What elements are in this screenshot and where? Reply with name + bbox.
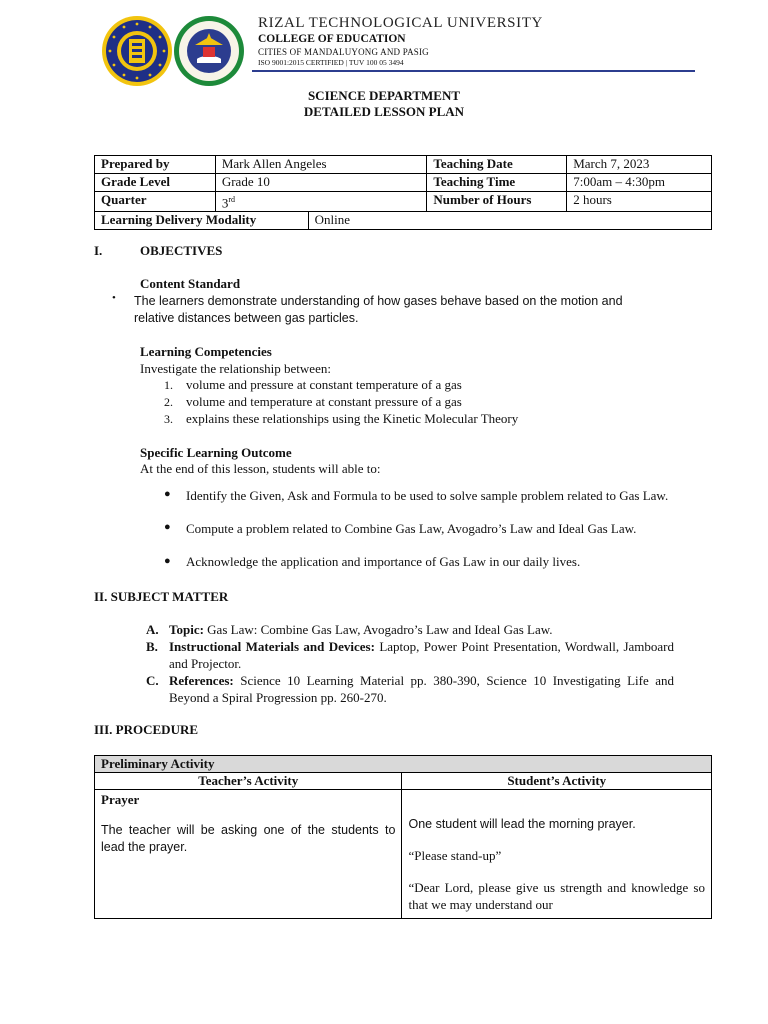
- list-number: 1.: [164, 378, 173, 392]
- teaching-time-label: Teaching Time: [427, 174, 567, 192]
- teaching-date-value: March 7, 2023: [567, 156, 712, 174]
- item-letter: B.: [146, 639, 158, 654]
- modality-value: Online: [308, 212, 711, 230]
- outcome-intro: At the end of this lesson, students will able to:: [140, 461, 381, 476]
- teaching-time-value: 7:00am – 4:30pm: [567, 174, 712, 192]
- competencies-intro: Investigate the relationship between:: [140, 361, 331, 376]
- objectives-heading: OBJECTIVES: [140, 243, 223, 258]
- subject-matter-heading: II. SUBJECT MATTER: [94, 589, 229, 604]
- outcome-item: Acknowledge the application and importance of Gas Law in our daily lives.: [186, 554, 581, 569]
- student-line-2: “Please stand-up”: [408, 847, 502, 863]
- quarter-number: 3: [221, 195, 229, 211]
- hours-value: 2 hours: [567, 192, 712, 212]
- objectives-numeral: I.: [94, 243, 103, 258]
- outcome-item: Compute a problem related to Combine Gas Law, Avogadro’s Law and Ideal Gas Law.: [186, 521, 637, 536]
- item-label: Topic:: [169, 622, 204, 637]
- prepared-by-label: Prepared by: [95, 156, 216, 174]
- prepared-by-value: Mark Allen Angeles: [215, 156, 427, 174]
- list-number: 3.: [164, 412, 173, 426]
- quarter-label: Quarter: [95, 192, 216, 212]
- preliminary-activity-title: Preliminary Activity: [95, 756, 712, 773]
- competencies-heading: Learning Competencies: [140, 344, 272, 359]
- item-letter: A.: [146, 622, 159, 637]
- university-name: RIZAL TECHNOLOGICAL UNIVERSITY: [258, 15, 543, 31]
- student-activity-cell: [402, 790, 712, 919]
- info-table: [94, 155, 712, 230]
- hours-label: Number of Hours: [427, 192, 567, 212]
- student-activity-header: Student’s Activity: [402, 773, 712, 790]
- subject-item-materials: [169, 639, 674, 672]
- item-text: Laptop, Power Point Presentation, Wordwall, Jamboard and Projector.: [169, 639, 674, 671]
- cities-text: CITIES OF MANDALUYONG AND PASIG: [258, 47, 429, 57]
- quarter-suffix: rd: [228, 195, 236, 204]
- content-standard-line-1: The learners demonstrate understanding of how gases behave based on the motion and: [134, 294, 623, 308]
- content-standard-heading: Content Standard: [140, 276, 241, 291]
- competency-item: explains these relationships using the Kinetic Molecular Theory: [186, 411, 519, 426]
- grade-level-label: Grade Level: [95, 174, 216, 192]
- competency-item: volume and temperature at constant pressure of a gas: [186, 394, 462, 409]
- item-label: Instructional Materials and Devices:: [169, 639, 375, 654]
- item-text: Gas Law: Combine Gas Law, Avogadro’s Law and Ideal Gas Law.: [207, 622, 553, 637]
- teacher-prayer-text: The teacher will be asking one of the students to lead the prayer.: [101, 823, 396, 854]
- item-text: Science 10 Learning Material pp. 380-390, Science 10 Investigating Life and Beyond a Spiral Progression pp. 260-270.: [169, 673, 674, 705]
- iso-text: ISO 9001:2015 CERTIFIED | TUV 100 05 3494: [258, 58, 404, 67]
- item-label: References:: [169, 673, 234, 688]
- college-name: COLLEGE OF EDUCATION: [258, 33, 406, 45]
- procedure-table: [94, 755, 712, 919]
- grade-level-value: Grade 10: [215, 174, 427, 192]
- teaching-date-label: Teaching Date: [427, 156, 567, 174]
- department-title: SCIENCE DEPARTMENT: [307, 88, 461, 103]
- outcome-heading: Specific Learning Outcome: [140, 445, 292, 460]
- quarter-value: [215, 192, 427, 212]
- content-standard-line-2: relative distances between gas particles.: [134, 311, 359, 325]
- teacher-activity-header: Teacher’s Activity: [95, 773, 402, 790]
- bullet-icon: •: [112, 292, 116, 304]
- bullet-icon: ●: [164, 555, 171, 567]
- procedure-heading: III. PROCEDURE: [94, 722, 199, 737]
- teacher-activity-cell: [95, 790, 402, 919]
- list-number: 2.: [164, 395, 173, 409]
- prayer-label: Prayer: [101, 792, 140, 807]
- student-line-3: “Dear Lord, please give us strength and knowledge so that we may understand our: [408, 880, 705, 912]
- header-divider: [252, 70, 695, 72]
- bullet-icon: ●: [164, 488, 171, 500]
- competency-item: volume and pressure at constant temperature of a gas: [186, 377, 462, 392]
- student-line-1: One student will lead the morning prayer.: [408, 817, 636, 831]
- outcome-item: Identify the Given, Ask and Formula to be used to solve sample problem related to Gas Law.: [186, 488, 669, 503]
- plan-title: DETAILED LESSON PLAN: [303, 104, 465, 119]
- subject-item-references: [169, 673, 674, 706]
- item-letter: C.: [146, 673, 159, 688]
- modality-label: Learning Delivery Modality: [95, 212, 309, 230]
- subject-item-topic: [169, 622, 674, 639]
- rtu-logo: [101, 15, 173, 87]
- college-of-education-logo: [173, 15, 245, 87]
- bullet-icon: ●: [164, 521, 171, 533]
